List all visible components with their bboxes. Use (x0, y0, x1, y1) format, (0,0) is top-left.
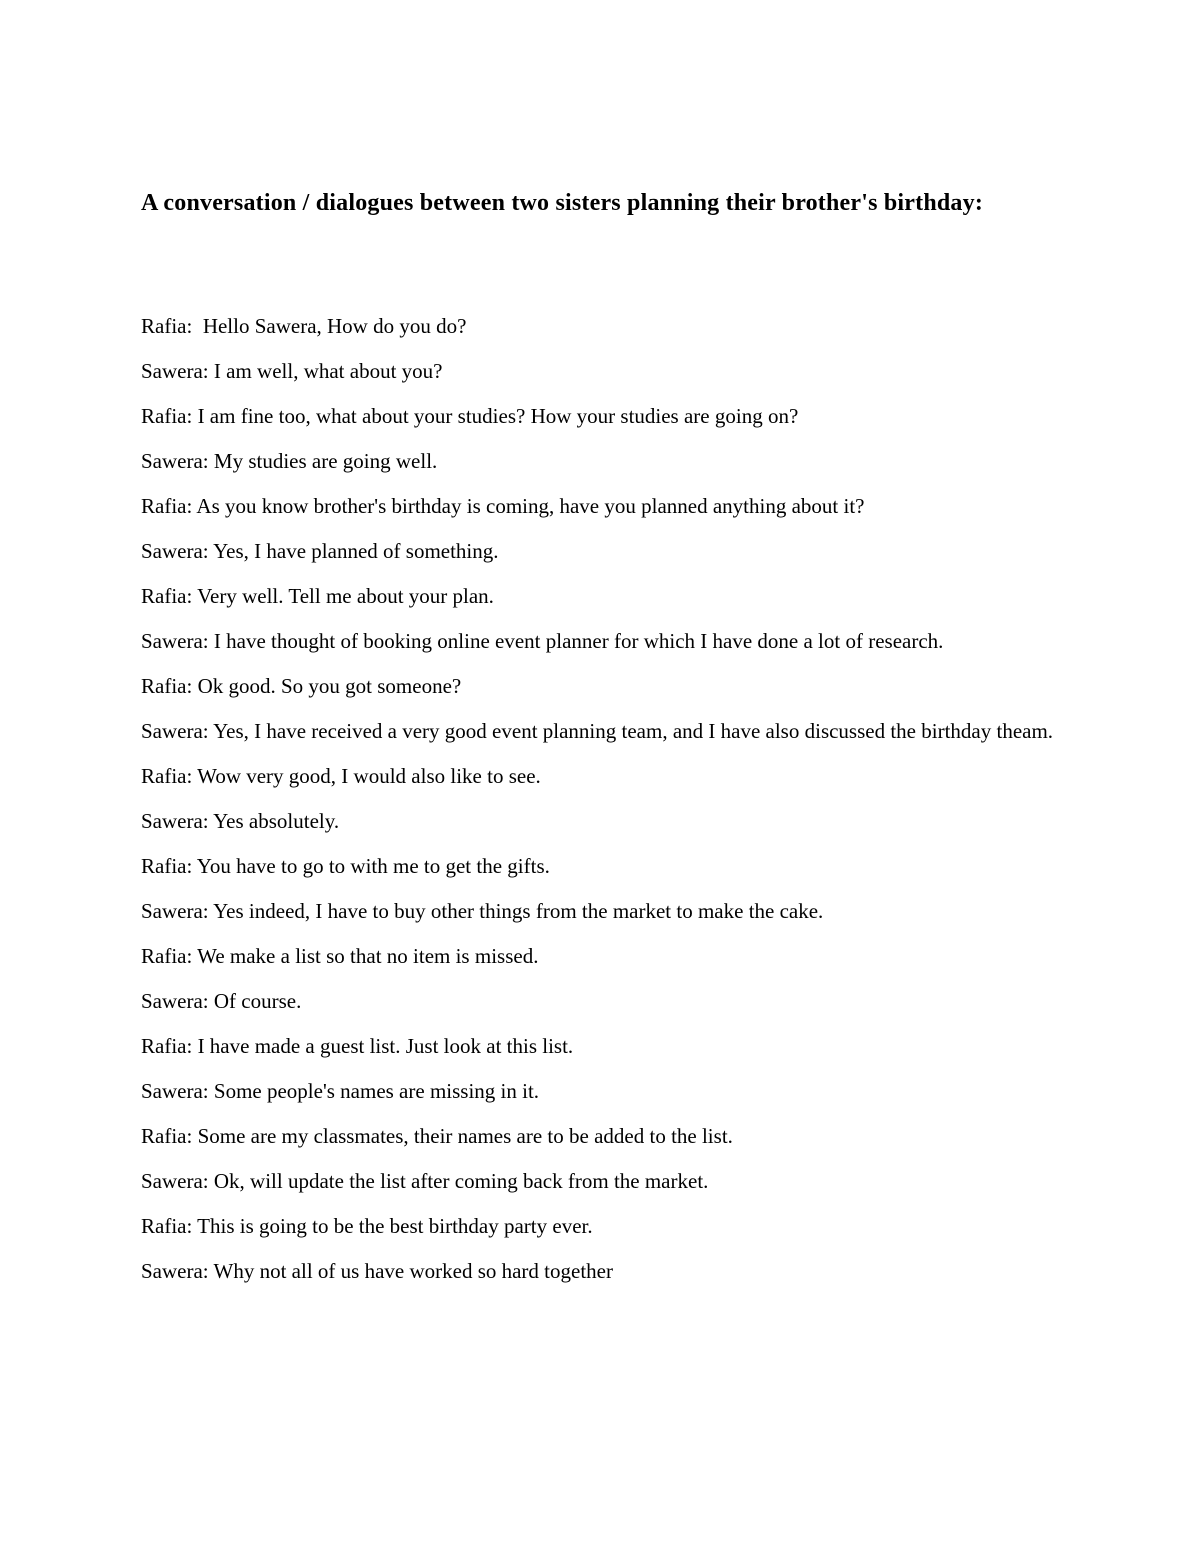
dialogue-line (141, 1122, 1061, 1151)
line-text: I have thought of booking online event planner for which I have done a lot of research. (208, 629, 944, 653)
dialogue-line (141, 582, 1061, 611)
dialogue-line (141, 987, 1061, 1016)
dialogue-line (141, 1212, 1061, 1241)
line-text: Yes, I have received a very good event planning team, and I have also discussed the birthday theam. (208, 719, 1054, 743)
line-text: This is going to be the best birthday party ever. (192, 1214, 593, 1238)
speaker-name: Rafia: (141, 854, 193, 878)
speaker-name: Rafia: (141, 494, 193, 518)
speaker-name: Sawera: (141, 899, 209, 923)
line-text: Some people's names are missing in it. (208, 1079, 540, 1103)
dialogue-line (141, 357, 1061, 386)
speaker-name: Rafia: (141, 314, 193, 338)
speaker-name: Rafia: (141, 404, 193, 428)
dialogue-line (141, 1032, 1061, 1061)
dialogue-line (141, 1077, 1061, 1106)
dialogue-line (141, 762, 1061, 791)
dialogue-list (141, 312, 1061, 1302)
line-text: Yes indeed, I have to buy other things from the market to make the cake. (208, 899, 824, 923)
speaker-name: Rafia: (141, 584, 193, 608)
line-text: As you know brother's birthday is coming, have you planned anything about it? (192, 494, 865, 518)
speaker-name: Sawera: (141, 809, 209, 833)
line-text: Yes absolutely. (208, 809, 340, 833)
line-text: You have to go to with me to get the gifts. (192, 854, 550, 878)
speaker-name: Sawera: (141, 1079, 209, 1103)
dialogue-line (141, 942, 1061, 971)
dialogue-line (141, 537, 1061, 566)
speaker-name: Rafia: (141, 764, 193, 788)
speaker-name: Sawera: (141, 449, 209, 473)
speaker-name: Rafia: (141, 1214, 193, 1238)
document-title: A conversation / dialogues between two sisters planning their brother's birthday: (141, 190, 984, 216)
dialogue-line (141, 447, 1061, 476)
speaker-name: Sawera: (141, 1169, 209, 1193)
line-text: I am fine too, what about your studies? How your studies are going on? (192, 404, 799, 428)
line-text: Wow very good, I would also like to see. (192, 764, 541, 788)
dialogue-line (141, 1167, 1061, 1196)
dialogue-line (141, 672, 1061, 701)
line-text: Yes, I have planned of something. (208, 539, 499, 563)
dialogue-line (141, 402, 1061, 431)
line-text: My studies are going well. (208, 449, 438, 473)
line-text: Hello Sawera, How do you do? (192, 314, 467, 338)
dialogue-line (141, 1257, 1061, 1286)
speaker-name: Sawera: (141, 989, 209, 1013)
speaker-name: Sawera: (141, 539, 209, 563)
line-text: Of course. (208, 989, 302, 1013)
line-text: Some are my classmates, their names are to be added to the list. (192, 1124, 733, 1148)
speaker-name: Rafia: (141, 944, 193, 968)
dialogue-line (141, 717, 1061, 746)
line-text: Ok good. So you got someone? (192, 674, 462, 698)
dialogue-line (141, 627, 1061, 656)
speaker-name: Sawera: (141, 719, 209, 743)
speaker-name: Sawera: (141, 629, 209, 653)
speaker-name: Rafia: (141, 674, 193, 698)
speaker-name: Rafia: (141, 1124, 193, 1148)
line-text: Very well. Tell me about your plan. (192, 584, 494, 608)
speaker-name: Rafia: (141, 1034, 193, 1058)
dialogue-line (141, 312, 1061, 341)
line-text: I have made a guest list. Just look at this list. (192, 1034, 574, 1058)
line-text: Why not all of us have worked so hard together (208, 1259, 613, 1283)
dialogue-line (141, 852, 1061, 881)
speaker-name: Sawera: (141, 359, 209, 383)
line-text: I am well, what about you? (208, 359, 443, 383)
speaker-name: Sawera: (141, 1259, 209, 1283)
dialogue-line (141, 807, 1061, 836)
line-text: Ok, will update the list after coming back from the market. (208, 1169, 709, 1193)
dialogue-line (141, 492, 1061, 521)
dialogue-line (141, 897, 1061, 926)
line-text: We make a list so that no item is missed. (192, 944, 539, 968)
